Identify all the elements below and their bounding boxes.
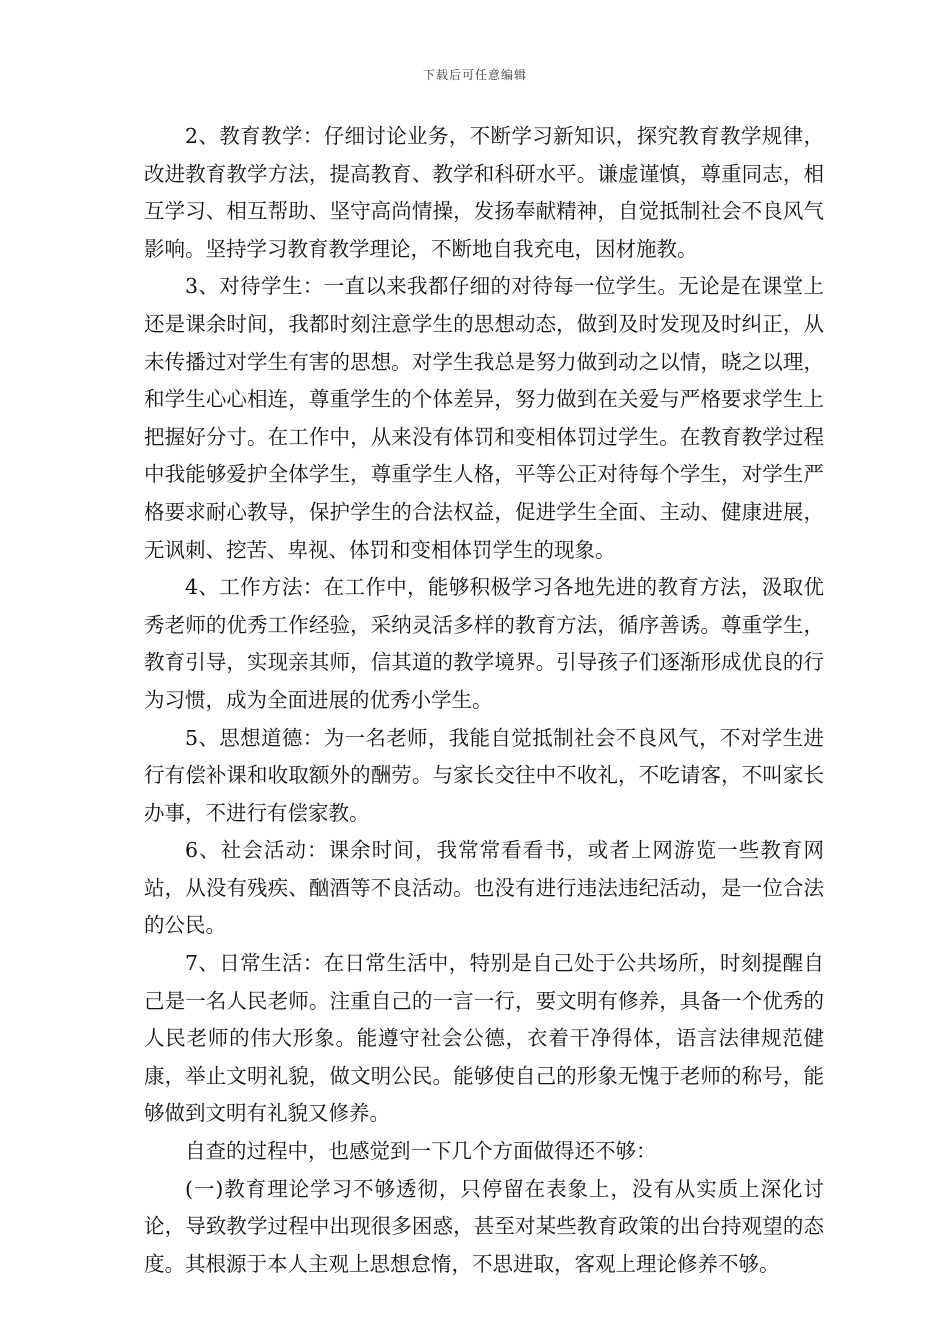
- paragraph-daily-life: 7、日常生活：在日常生活中，特别是自己处于公共场所，时刻提醒自己是一名人民老师。注重自己的一言一行，要文明有修养，具备一个优秀的人民老师的伟大形象。能遵守社会公德，衣着干净得体，语言法律规范健康，举止文明礼貌，做文明公民。能够使自己的形象无愧于老师的称号，能够做到文明有礼貌又修养。: [144, 951, 824, 1126]
- document-body: [144, 118, 824, 1283]
- paragraph-ethics: 5、思想道德：为一名老师，我能自觉抵制社会不良风气，不对学生进行有偿补课和收取额外的酬劳。与家长交往中不收礼，不吃请客，不叫家长办事，不进行有偿家教。: [144, 725, 824, 825]
- paragraph-self-check-intro: 自查的过程中，也感觉到一下几个方面做得还不够：: [185, 1139, 657, 1164]
- paragraph-teaching: 2、教育教学：仔细讨论业务，不断学习新知识，探究教育教学规律，改进教育教学方法，提高教育、教学和科研水平。谦虚谨慎，尊重同志，相互学习、相互帮助、坚守高尚情操，发扬奉献精神，自觉抵制社会不良风气影响。坚持学习教育教学理论，不断地自我充电，因材施教。: [144, 124, 824, 261]
- paragraph-shortcoming-1: (一)教育理论学习不够透彻，只停留在表象上，没有从实质上深化讨论，导致教学过程中出现很多困惑，甚至对某些教育政策的出台持观望的态度。其根源于本人主观上思想怠惰，不思进取，客观上理论修养不够。: [144, 1176, 824, 1276]
- paragraph-work-methods: 4、工作方法：在工作中，能够积极学习各地先进的教育方法，汲取优秀老师的优秀工作经验，采纳灵活多样的教育方法，循序善诱。尊重学生，教育引导，实现亲其师，信其道的教学境界。引导孩子们逐渐形成优良的行为习惯，成为全面进展的优秀小学生。: [144, 575, 824, 712]
- paragraph-students: 3、对待学生：一直以来我都仔细的对待每一位学生。无论是在课堂上还是课余时间，我都时刻注意学生的思想动态，做到及时发现及时纠正，从未传播过对学生有害的思想。对学生我总是努力做到动之以情，晓之以理，和学生心心相连，尊重学生的个体差异，努力做到在关爱与严格要求学生上把握好分寸。在工作中，从来没有体罚和变相体罚过学生。在教育教学过程中我能够爱护全体学生，尊重学生人格，平等公正对待每个学生，对学生严格要求耐心教导，保护学生的合法权益，促进学生全面、主动、健康进展，无讽刺、挖苦、卑视、体罚和变相体罚学生的现象。: [144, 274, 824, 562]
- paragraph-social-activities: 6、社会活动：课余时间，我常常看看书，或者上网游览一些教育网站，从没有残疾、酗酒等不良活动。也没有进行违法违纪活动，是一位合法的公民。: [144, 838, 824, 938]
- page-header: 下载后可任意编辑: [422, 68, 527, 82]
